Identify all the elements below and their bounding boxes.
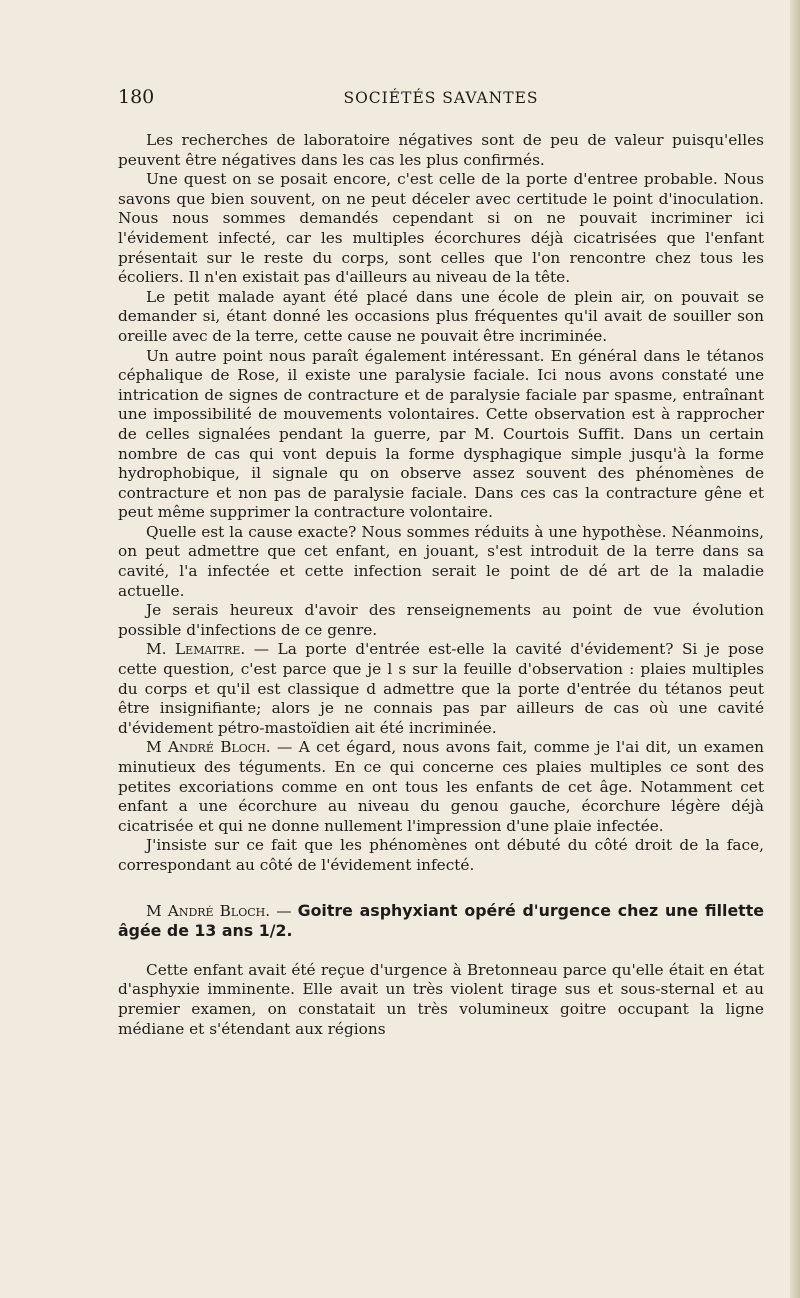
page-number: 180	[118, 86, 155, 108]
page-header	[118, 86, 764, 112]
lemaitre-text: . — La porte d'entrée est-elle la cavité d'évidement? Si je pose cette question, c'est parce que je l s sur la feuille d'observation : plaies multiples du corps et qu'il est classique d admettre que la porte d'entrée du tétanos peut être insignifiante; alors je ne connais pas par ailleurs de cas où une cavité d'évidement pétro-mastoïdien ait été incriminée.	[118, 640, 764, 737]
section-dash: . —	[265, 901, 298, 920]
section-author: André Bloch	[167, 901, 266, 920]
bloch-paragraph	[118, 738, 764, 836]
bloch-text: . — A cet égard, nous avons fait, comme je l'ai dit, un examen minutieux des téguments. En ce qui concerne ces plaies multiples ce sont des petites excoriations comme en ont tous les enfants de cet âge. Notamment cet enfant a une écorchure au niveau du genou gauche, écorchure légère déjà cicatrisée et qui ne donne nullement l'impression d'une plaie infectée.	[118, 738, 764, 835]
paragraph: Un autre point nous paraît également intéressant. En général dans le tétanos céphalique de Rose, il existe une paralysie faciale. Ici nous avons constaté une intrication de signes de contracture et de paralysie faciale par spasme, entraînant une impossibilité de mouvements volontaires. Cette observation est à rapprocher de celles signalées pendant la guerre, par M. Courtois Suffit. Dans un certain nombre de cas qui vont depuis la forme dysphagique simple jusqu'à la forme hydrophobique, il signale qu on observe assez souvent des phénomènes de contracture et non pas de paralysie faciale. Dans ces cas la contracture gêne et peut même supprimer la contracture volontaire.	[118, 346, 764, 522]
paragraph: Les recherches de laboratoire négatives sont de peu de valeur puisqu'elles peuvent être négatives dans les cas les plus confirmés.	[118, 131, 764, 169]
section-prefix: M	[146, 901, 168, 920]
paragraph: Cette enfant avait été reçue d'urgence à Bretonneau parce qu'elle était en état d'asphyxie imminente. Elle avait un très violent tirage sus et sous-sternal et au premier examen, on constatait un très volumineux goitre occupant la ligne médiane et s'étendant aux régions	[118, 960, 764, 1038]
paragraph: J'insiste sur ce fait que les phénomènes ont débuté du côté droit de la face, correspondant au côté de l'évidement infecté.	[118, 836, 764, 874]
paragraph: Le petit malade ayant été placé dans une école de plein air, on pouvait se demander si, étant donné les occasions plus fréquentes qu'il avait de souiller son oreille avec de la terre, cette cause ne pouvait être incriminée.	[118, 287, 764, 345]
lemaitre-paragraph	[118, 640, 764, 738]
page-edge-shadow	[790, 0, 800, 1298]
body-text	[118, 131, 764, 1039]
speaker-prefix: M.	[146, 640, 176, 659]
section-heading	[118, 901, 764, 942]
running-head: SOCIÉTÉS SAVANTES	[343, 89, 539, 107]
paragraph: Quelle est la cause exacte? Nous sommes réduits à une hypothèse. Néanmoins, on peut admettre que cet enfant, en jouant, s'est introduit de la terre dans sa cavité, l'a infectée et cette infection serait le point de dé art de la maladie actuelle.	[118, 522, 764, 600]
paragraph: Je serais heureux d'avoir des renseignements au point de vue évolution possible d'infections de ce genre.	[118, 601, 764, 639]
speaker-prefix: M	[146, 738, 169, 757]
section-title: Goitre asphyxiant opéré d'urgence chez une fillette âgée de 13 ans 1/2.	[118, 900, 764, 941]
paragraph: Une quest on se posait encore, c'est celle de la porte d'entree probable. Nous savons que bien souvent, on ne peut déceler avec certitude le point d'inoculation. Nous nous sommes demandés cependant si on ne pouvait incriminer ici l'évidement infecté, car les multiples écorchures déjà cicatrisées que l'enfant présentait sur le reste du corps, sont celles que l'on rencontre chez tous les écoliers. Il n'en existait pas d'ailleurs au niveau de la tête.	[118, 170, 764, 287]
speaker-name: André Bloch	[168, 738, 266, 757]
speaker-name: Lemaitre	[175, 640, 241, 659]
